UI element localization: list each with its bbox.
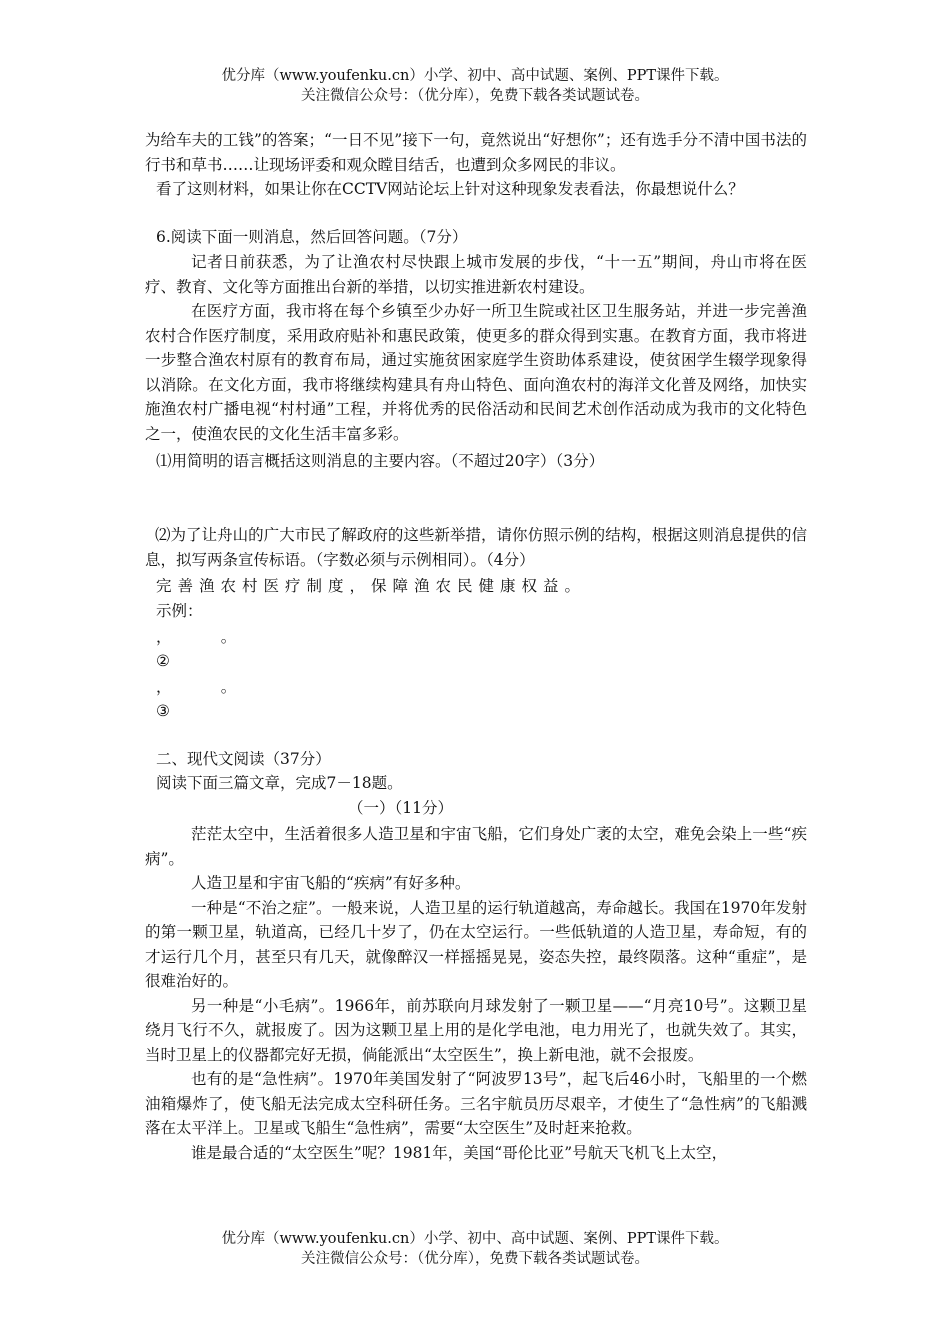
section-2-instruction: 阅读下面三篇文章，完成7－18题。	[156, 774, 403, 792]
footer-line-2: 关注微信公众号：（优分库），免费下载各类试题试卷。	[301, 1251, 649, 1267]
article-paragraph-1: 茫茫太空中，生活着很多人造卫星和宇宙飞船，它们身处广袤的太空，难免会染上一些“疾病”。	[145, 825, 807, 868]
slogan-marker-3: ③	[156, 702, 170, 720]
slogan-blank-2: ， 。	[156, 678, 237, 696]
sub-question-2-text: ⑵为了让舟山的广大市民了解政府的这些新举措，请你仿照示例的结构，根据这则消息提供的信息，拟写两条宣传标语。（字数必须与示例相同）。（4分）	[145, 526, 807, 569]
header-line-1: 优分库（www.youfenku.cn）小学、初中、高中试题、案例、PPT课件下载。	[221, 68, 729, 84]
page-footer	[0, 1229, 950, 1269]
article-body	[145, 822, 807, 1165]
slogan-example-label: 示例：	[156, 602, 203, 620]
part-1-title: （一）（11分）	[348, 799, 453, 817]
intro-text: 为给车夫的工钱”的答案；“一日不见”接下一句，竟然说出“好想你”；还有选手分不清中国书法的行书和草书……让现场评委和观众瞠目结舌，也遭到众多网民的非议。	[145, 131, 807, 174]
intro-question: 看了这则材料，如果让你在CCTV网站论坛上针对这种现象发表看法，你最想说什么？	[156, 180, 744, 198]
section-2-title: 二、现代文阅读（37分）	[156, 750, 331, 768]
news-paragraph-2: 在医疗方面，我市将在每个乡镇至少办好一所卫生院或社区卫生服务站，并进一步完善渔农村合作医疗制度，采用政府贴补和惠民政策，使更多的群众得到实惠。在教育方面，我市将进一步整合渔农村原有的教育布局，通过实施贫困家庭学生资助体系建设，使贫困学生辍学现象得以消除。在文化方面，我市将继续构建具有舟山特色、面向渔农村的海洋文化普及网络，加快实施渔农村广播电视“村村通”工程，并将优秀的民俗活动和民间艺术创作活动成为我市的文化特色之一，使渔农民的文化生活丰富多彩。	[145, 302, 807, 443]
article-paragraph-3: 一种是“不治之症”。一般来说，人造卫星的运行轨道越高，寿命越长。我国在1970年发射的第一颗卫星，轨道高，已经几十岁了，仍在太空运行。一些低轨道的人造卫星，寿命短，有的才运行几个月，甚至只有几天，就像醉汉一样摇摇晃晃，姿态失控，最终陨落。这种“重症”，是很难治好的。	[145, 898, 807, 990]
article-paragraph-6: 谁是最合适的“太空医生”呢？1981年，美国“哥伦比亚”号航天飞机飞上太空，	[191, 1143, 728, 1162]
page-header	[0, 66, 950, 106]
intro-paragraph	[145, 128, 807, 177]
header-line-2: 关注微信公众号：（优分库），免费下载各类试题试卷。	[301, 88, 649, 104]
slogan-example-text: 完善渔农村医疗制度，保障渔农民健康权益。	[156, 577, 587, 595]
question-6-title: 6.阅读下面一则消息，然后回答问题。（7分）	[156, 228, 468, 246]
article-paragraph-2: 人造卫星和宇宙飞船的“疾病”有好多种。	[191, 874, 471, 892]
question-6-news	[145, 250, 807, 446]
slogan-marker-2: ②	[156, 652, 170, 670]
article-paragraph-5: 也有的是“急性病”。1970年美国发射了“阿波罗13号”，起飞后46小时，飞船里的一个燃油箱爆炸了，使飞船无法完成太空科研任务。三名宇航员历尽艰辛，才使生了“急性病”的飞船溅落在太平洋上。卫星或飞船生“急性病”，需要“太空医生”及时赶来抢救。	[145, 1070, 807, 1137]
news-paragraph-1: 记者日前获悉，为了让渔农村尽快跟上城市发展的步伐，“十一五”期间，舟山市将在医疗、教育、文化等方面推出台新的举措，以切实推进新农村建设。	[145, 253, 807, 296]
article-paragraph-4: 另一种是“小毛病”。1966年，前苏联向月球发射了一颗卫星——“月亮10号”。这颗卫星绕月飞行不久，就报废了。因为这颗卫星上用的是化学电池，电力用光了，也就失效了。其实，当时卫星上的仪器都完好无损，倘能派出“太空医生”，换上新电池，就不会报废。	[145, 996, 807, 1064]
slogan-blank-1: ， 。	[156, 628, 237, 646]
footer-line-1: 优分库（www.youfenku.cn）小学、初中、高中试题、案例、PPT课件下载。	[221, 1231, 729, 1247]
sub-question-1: ⑴用简明的语言概括这则消息的主要内容。（不超过20字）（3分）	[156, 452, 605, 470]
sub-question-2	[145, 523, 807, 572]
